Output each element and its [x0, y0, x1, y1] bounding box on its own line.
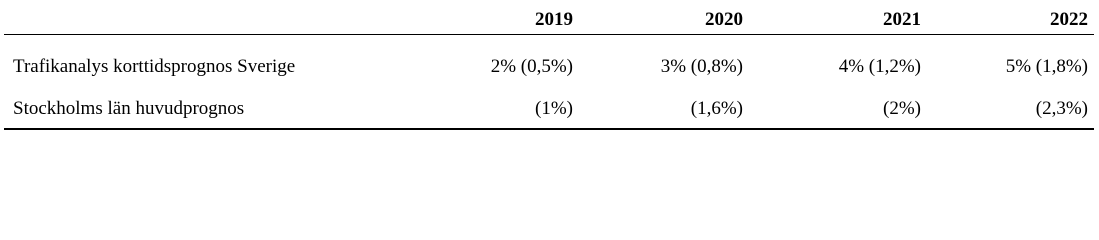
cell-stockholm-2019: (1%) — [535, 98, 573, 119]
cell-stockholm-2020: (1,6%) — [690, 98, 743, 119]
header-year-2021: 2021 — [883, 9, 921, 30]
header-divider-line — [4, 34, 1094, 35]
cell-sverige-2021: 4% (1,2%) — [838, 56, 921, 77]
row-label-sverige: Trafikanalys korttidsprognos Sverige — [13, 56, 296, 77]
cell-stockholm-2022: (2,3%) — [1035, 98, 1088, 119]
cell-sverige-2019: 2% (0,5%) — [490, 56, 573, 77]
forecast-table — [4, 0, 1094, 132]
header-year-2019: 2019 — [535, 9, 573, 30]
row-label-stockholm: Stockholms län huvudprognos — [13, 98, 245, 119]
cell-sverige-2022: 5% (1,8%) — [1005, 56, 1088, 77]
table-header-row — [4, 4, 1094, 36]
table-row-stockholm — [4, 93, 1094, 125]
table-bottom-line — [4, 128, 1094, 130]
cell-sverige-2020: 3% (0,8%) — [660, 56, 743, 77]
cell-stockholm-2021: (2%) — [883, 98, 921, 119]
header-year-2022: 2022 — [1050, 9, 1088, 30]
header-year-2020: 2020 — [705, 9, 743, 30]
table-row-sverige — [4, 51, 1094, 83]
